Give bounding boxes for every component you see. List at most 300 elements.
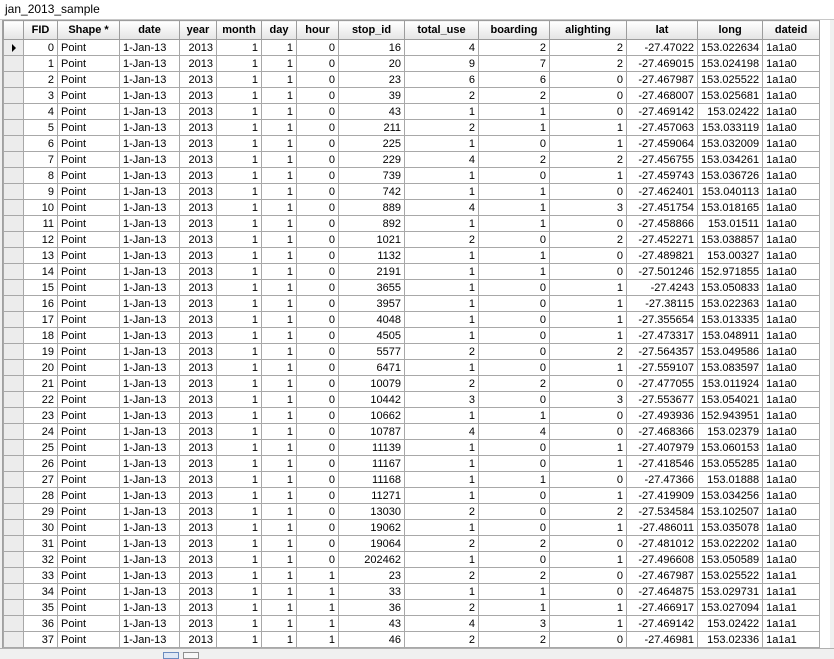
table-cell[interactable]: 2013 <box>180 504 217 520</box>
row-selector-header[interactable] <box>4 21 24 40</box>
table-row[interactable] <box>4 56 820 72</box>
table-cell[interactable]: 1-Jan-13 <box>120 472 180 488</box>
table-cell[interactable]: Point <box>58 472 120 488</box>
table-cell[interactable]: 2 <box>24 72 58 88</box>
table-cell[interactable]: 1a1a0 <box>763 40 820 56</box>
table-cell[interactable]: 1 <box>479 584 550 600</box>
table-cell[interactable]: -27.469015 <box>627 56 698 72</box>
table-cell[interactable]: 2013 <box>180 392 217 408</box>
table-cell[interactable]: 7 <box>24 152 58 168</box>
table-cell[interactable]: 211 <box>339 120 405 136</box>
table-cell[interactable]: Point <box>58 568 120 584</box>
table-cell[interactable]: 2 <box>405 600 479 616</box>
table-cell[interactable]: 11139 <box>339 440 405 456</box>
table-cell[interactable]: 0 <box>297 40 339 56</box>
table-cell[interactable]: 0 <box>479 232 550 248</box>
table-cell[interactable]: 1-Jan-13 <box>120 440 180 456</box>
table-cell[interactable]: Point <box>58 392 120 408</box>
table-cell[interactable]: Point <box>58 456 120 472</box>
table-cell[interactable]: 1a1a0 <box>763 456 820 472</box>
table-cell[interactable]: 1 <box>262 264 297 280</box>
table-cell[interactable]: 4 <box>24 104 58 120</box>
table-cell[interactable]: 0 <box>550 472 627 488</box>
table-cell[interactable]: 1 <box>550 488 627 504</box>
table-row[interactable] <box>4 568 820 584</box>
table-cell[interactable]: 2013 <box>180 184 217 200</box>
table-cell[interactable]: 1 <box>550 120 627 136</box>
table-cell[interactable]: 2013 <box>180 632 217 648</box>
row-selector[interactable] <box>4 328 24 344</box>
table-cell[interactable]: Point <box>58 424 120 440</box>
table-cell[interactable]: 1 <box>262 344 297 360</box>
table-cell[interactable]: 0 <box>297 536 339 552</box>
table-cell[interactable]: 31 <box>24 536 58 552</box>
table-cell[interactable]: 2 <box>550 504 627 520</box>
table-cell[interactable]: 22 <box>24 392 58 408</box>
table-cell[interactable]: -27.473317 <box>627 328 698 344</box>
table-cell[interactable]: 1 <box>262 120 297 136</box>
table-cell[interactable]: 1-Jan-13 <box>120 248 180 264</box>
table-cell[interactable]: 1a1a0 <box>763 136 820 152</box>
table-cell[interactable]: Point <box>58 552 120 568</box>
table-cell[interactable]: 1 <box>217 488 262 504</box>
table-cell[interactable]: 2013 <box>180 248 217 264</box>
table-cell[interactable]: Point <box>58 40 120 56</box>
row-selector[interactable] <box>4 344 24 360</box>
table-row[interactable] <box>4 104 820 120</box>
table-cell[interactable]: 1-Jan-13 <box>120 168 180 184</box>
table-cell[interactable]: 0 <box>550 584 627 600</box>
table-cell[interactable]: 0 <box>550 104 627 120</box>
table-cell[interactable]: 1 <box>550 456 627 472</box>
table-row[interactable] <box>4 360 820 376</box>
table-cell[interactable]: Point <box>58 600 120 616</box>
table-cell[interactable]: 1 <box>405 584 479 600</box>
table-cell[interactable]: 739 <box>339 168 405 184</box>
table-cell[interactable]: 1 <box>479 104 550 120</box>
table-cell[interactable]: 1a1a0 <box>763 168 820 184</box>
table-cell[interactable]: 14 <box>24 264 58 280</box>
table-cell[interactable]: -27.469142 <box>627 616 698 632</box>
row-selector[interactable] <box>4 312 24 328</box>
table-cell[interactable]: 1 <box>262 136 297 152</box>
table-cell[interactable]: 2013 <box>180 344 217 360</box>
table-cell[interactable]: 1a1a0 <box>763 216 820 232</box>
table-cell[interactable]: 1a1a0 <box>763 56 820 72</box>
table-cell[interactable]: 1-Jan-13 <box>120 104 180 120</box>
row-selector[interactable] <box>4 456 24 472</box>
table-cell[interactable]: 1a1a0 <box>763 120 820 136</box>
table-cell[interactable]: Point <box>58 440 120 456</box>
table-row[interactable] <box>4 72 820 88</box>
table-cell[interactable]: -27.418546 <box>627 456 698 472</box>
table-cell[interactable]: 2013 <box>180 584 217 600</box>
table-row[interactable] <box>4 136 820 152</box>
column-header[interactable]: lat <box>627 21 698 40</box>
table-row[interactable] <box>4 456 820 472</box>
table-cell[interactable]: 153.025522 <box>698 568 763 584</box>
table-cell[interactable]: Point <box>58 536 120 552</box>
table-cell[interactable]: 0 <box>297 232 339 248</box>
table-cell[interactable]: 0 <box>297 280 339 296</box>
table-cell[interactable]: 2013 <box>180 616 217 632</box>
table-cell[interactable]: 1 <box>262 520 297 536</box>
table-cell[interactable]: 1 <box>262 232 297 248</box>
table-cell[interactable]: 202462 <box>339 552 405 568</box>
table-cell[interactable]: 0 <box>297 184 339 200</box>
table-cell[interactable]: 153.055285 <box>698 456 763 472</box>
table-cell[interactable]: 26 <box>24 456 58 472</box>
table-cell[interactable]: 1 <box>262 200 297 216</box>
table-cell[interactable]: 1a1a0 <box>763 376 820 392</box>
table-cell[interactable]: Point <box>58 632 120 648</box>
table-cell[interactable]: 1 <box>217 424 262 440</box>
table-cell[interactable]: 1 <box>217 440 262 456</box>
table-cell[interactable]: 1 <box>262 72 297 88</box>
table-cell[interactable]: 1-Jan-13 <box>120 392 180 408</box>
table-cell[interactable]: 1 <box>405 248 479 264</box>
table-row[interactable] <box>4 408 820 424</box>
table-cell[interactable]: 1 <box>262 456 297 472</box>
table-cell[interactable]: 2 <box>405 344 479 360</box>
table-cell[interactable]: 1 <box>262 488 297 504</box>
table-cell[interactable]: 1-Jan-13 <box>120 360 180 376</box>
table-cell[interactable]: 153.054021 <box>698 392 763 408</box>
table-cell[interactable]: 153.034261 <box>698 152 763 168</box>
table-cell[interactable]: 15 <box>24 280 58 296</box>
table-cell[interactable]: 1 <box>405 216 479 232</box>
table-cell[interactable]: 8 <box>24 168 58 184</box>
table-cell[interactable]: 1 <box>217 472 262 488</box>
table-cell[interactable]: Point <box>58 584 120 600</box>
table-cell[interactable]: 21 <box>24 376 58 392</box>
table-cell[interactable]: 1 <box>479 200 550 216</box>
table-cell[interactable]: 0 <box>550 376 627 392</box>
table-cell[interactable]: 1a1a0 <box>763 344 820 360</box>
table-cell[interactable]: -27.451754 <box>627 200 698 216</box>
table-cell[interactable]: 2013 <box>180 136 217 152</box>
table-cell[interactable]: 2013 <box>180 88 217 104</box>
table-cell[interactable]: 1 <box>217 184 262 200</box>
table-cell[interactable]: 1 <box>262 168 297 184</box>
table-cell[interactable]: 19 <box>24 344 58 360</box>
table-cell[interactable]: Point <box>58 520 120 536</box>
table-cell[interactable]: 1 <box>217 168 262 184</box>
table-cell[interactable]: 2013 <box>180 120 217 136</box>
table-cell[interactable]: 1 <box>217 104 262 120</box>
table-cell[interactable]: 3 <box>550 392 627 408</box>
table-cell[interactable]: 1 <box>405 520 479 536</box>
table-cell[interactable]: -27.456755 <box>627 152 698 168</box>
row-selector[interactable] <box>4 376 24 392</box>
table-cell[interactable]: 1-Jan-13 <box>120 152 180 168</box>
table-cell[interactable]: 1 <box>217 568 262 584</box>
table-cell[interactable]: 1 <box>217 216 262 232</box>
table-cell[interactable]: 153.00327 <box>698 248 763 264</box>
table-cell[interactable]: 1 <box>405 488 479 504</box>
table-cell[interactable]: 1 <box>405 104 479 120</box>
table-cell[interactable]: 0 <box>297 552 339 568</box>
table-cell[interactable]: 0 <box>24 40 58 56</box>
table-cell[interactable]: 153.01511 <box>698 216 763 232</box>
table-cell[interactable]: 11168 <box>339 472 405 488</box>
table-cell[interactable]: 1 <box>297 616 339 632</box>
row-selector[interactable] <box>4 424 24 440</box>
table-cell[interactable]: 2013 <box>180 360 217 376</box>
table-cell[interactable]: 1 <box>550 168 627 184</box>
table-cell[interactable]: 153.025522 <box>698 72 763 88</box>
row-selector[interactable] <box>4 104 24 120</box>
table-cell[interactable]: 889 <box>339 200 405 216</box>
table-cell[interactable]: 153.011924 <box>698 376 763 392</box>
table-cell[interactable]: 1 <box>550 440 627 456</box>
column-header[interactable]: FID <box>24 21 58 40</box>
table-cell[interactable]: 1 <box>405 296 479 312</box>
row-selector[interactable] <box>4 552 24 568</box>
table-cell[interactable]: 1 <box>262 376 297 392</box>
table-cell[interactable]: 1 <box>297 584 339 600</box>
row-selector[interactable] <box>4 536 24 552</box>
table-cell[interactable]: 1 <box>217 296 262 312</box>
table-cell[interactable]: 0 <box>297 200 339 216</box>
table-cell[interactable]: 10442 <box>339 392 405 408</box>
column-header[interactable]: long <box>698 21 763 40</box>
table-cell[interactable]: 39 <box>339 88 405 104</box>
table-cell[interactable]: 33 <box>24 568 58 584</box>
table-cell[interactable]: 0 <box>297 56 339 72</box>
table-cell[interactable]: 1-Jan-13 <box>120 184 180 200</box>
column-header[interactable]: dateid <box>763 21 820 40</box>
table-cell[interactable]: 37 <box>24 632 58 648</box>
table-cell[interactable]: -27.559107 <box>627 360 698 376</box>
table-cell[interactable]: 1-Jan-13 <box>120 632 180 648</box>
table-cell[interactable]: 1a1a0 <box>763 248 820 264</box>
table-cell[interactable]: 2013 <box>180 312 217 328</box>
table-cell[interactable]: 0 <box>550 264 627 280</box>
row-selector[interactable] <box>4 88 24 104</box>
table-cell[interactable]: Point <box>58 232 120 248</box>
table-cell[interactable]: 2013 <box>180 472 217 488</box>
table-cell[interactable]: 1 <box>262 616 297 632</box>
table-cell[interactable]: 3 <box>405 392 479 408</box>
table-cell[interactable]: 1-Jan-13 <box>120 584 180 600</box>
table-cell[interactable]: -27.564357 <box>627 344 698 360</box>
column-header[interactable]: month <box>217 21 262 40</box>
table-cell[interactable]: 1-Jan-13 <box>120 520 180 536</box>
table-cell[interactable]: 1 <box>217 632 262 648</box>
column-header[interactable]: year <box>180 21 217 40</box>
row-selector[interactable] <box>4 632 24 648</box>
table-cell[interactable]: 2 <box>479 568 550 584</box>
table-cell[interactable]: 2013 <box>180 104 217 120</box>
table-cell[interactable]: 153.049586 <box>698 344 763 360</box>
table-cell[interactable]: 6 <box>24 136 58 152</box>
table-cell[interactable]: 0 <box>297 504 339 520</box>
table-cell[interactable]: 0 <box>550 536 627 552</box>
table-cell[interactable]: 1a1a0 <box>763 104 820 120</box>
table-cell[interactable]: Point <box>58 152 120 168</box>
table-cell[interactable]: 1 <box>262 296 297 312</box>
table-cell[interactable]: Point <box>58 296 120 312</box>
table-cell[interactable]: -27.489821 <box>627 248 698 264</box>
row-selector[interactable] <box>4 520 24 536</box>
table-cell[interactable]: 1 <box>217 584 262 600</box>
table-cell[interactable]: 1 <box>262 440 297 456</box>
table-cell[interactable]: 1 <box>550 296 627 312</box>
table-cell[interactable]: 0 <box>550 216 627 232</box>
row-selector[interactable] <box>4 280 24 296</box>
table-cell[interactable]: 28 <box>24 488 58 504</box>
table-cell[interactable]: 1-Jan-13 <box>120 232 180 248</box>
table-row[interactable] <box>4 552 820 568</box>
table-cell[interactable]: 1 <box>550 280 627 296</box>
table-cell[interactable]: 153.033119 <box>698 120 763 136</box>
table-cell[interactable]: 5577 <box>339 344 405 360</box>
row-selector[interactable] <box>4 568 24 584</box>
table-cell[interactable]: -27.47366 <box>627 472 698 488</box>
table-cell[interactable]: 1 <box>217 312 262 328</box>
table-cell[interactable]: 1 <box>262 152 297 168</box>
row-selector[interactable] <box>4 56 24 72</box>
table-cell[interactable]: 1 <box>217 264 262 280</box>
table-cell[interactable]: 2 <box>550 40 627 56</box>
table-cell[interactable]: 2191 <box>339 264 405 280</box>
row-selector[interactable] <box>4 232 24 248</box>
table-cell[interactable]: 1a1a0 <box>763 312 820 328</box>
table-row[interactable] <box>4 296 820 312</box>
table-cell[interactable]: 1 <box>262 552 297 568</box>
table-cell[interactable]: 1 <box>262 40 297 56</box>
table-cell[interactable]: 153.022202 <box>698 536 763 552</box>
table-cell[interactable]: 1 <box>550 312 627 328</box>
table-cell[interactable]: 153.025681 <box>698 88 763 104</box>
table-cell[interactable]: 2 <box>550 56 627 72</box>
table-cell[interactable]: -27.534584 <box>627 504 698 520</box>
column-header[interactable]: Shape * <box>58 21 120 40</box>
column-header[interactable]: hour <box>297 21 339 40</box>
row-selector[interactable] <box>4 584 24 600</box>
table-cell[interactable]: 33 <box>339 584 405 600</box>
table-row[interactable] <box>4 520 820 536</box>
table-cell[interactable]: 0 <box>479 504 550 520</box>
table-cell[interactable]: 27 <box>24 472 58 488</box>
table-cell[interactable]: 1a1a1 <box>763 616 820 632</box>
row-selector[interactable] <box>4 120 24 136</box>
table-cell[interactable]: 153.034256 <box>698 488 763 504</box>
table-cell[interactable]: -27.458866 <box>627 216 698 232</box>
table-cell[interactable]: -27.459064 <box>627 136 698 152</box>
table-cell[interactable]: -27.493936 <box>627 408 698 424</box>
table-cell[interactable]: 4505 <box>339 328 405 344</box>
table-cell[interactable]: 2013 <box>180 200 217 216</box>
table-cell[interactable]: 0 <box>297 216 339 232</box>
table-cell[interactable]: 1a1a1 <box>763 632 820 648</box>
table-row[interactable] <box>4 616 820 632</box>
table-cell[interactable]: Point <box>58 328 120 344</box>
table-cell[interactable]: Point <box>58 360 120 376</box>
table-cell[interactable]: 13030 <box>339 504 405 520</box>
table-cell[interactable]: 1 <box>217 328 262 344</box>
table-cell[interactable]: 0 <box>297 248 339 264</box>
table-cell[interactable]: 1 <box>217 520 262 536</box>
table-cell[interactable]: 0 <box>297 152 339 168</box>
table-cell[interactable]: 1 <box>479 248 550 264</box>
table-cell[interactable]: 0 <box>297 424 339 440</box>
table-cell[interactable]: 1 <box>262 472 297 488</box>
table-cell[interactable]: 0 <box>479 552 550 568</box>
row-selector[interactable] <box>4 504 24 520</box>
table-cell[interactable]: 0 <box>297 136 339 152</box>
table-cell[interactable]: 1-Jan-13 <box>120 88 180 104</box>
table-cell[interactable]: 1 <box>479 472 550 488</box>
table-cell[interactable]: 1 <box>217 56 262 72</box>
table-cell[interactable]: 1 <box>405 328 479 344</box>
table-cell[interactable]: 46 <box>339 632 405 648</box>
table-cell[interactable]: 2013 <box>180 40 217 56</box>
table-cell[interactable]: 9 <box>24 184 58 200</box>
row-selector[interactable] <box>4 136 24 152</box>
table-cell[interactable]: 1a1a0 <box>763 72 820 88</box>
table-cell[interactable]: Point <box>58 120 120 136</box>
table-cell[interactable]: -27.46981 <box>627 632 698 648</box>
table-cell[interactable]: Point <box>58 136 120 152</box>
row-selector[interactable] <box>4 200 24 216</box>
table-cell[interactable]: 1 <box>550 328 627 344</box>
table-cell[interactable]: 153.018165 <box>698 200 763 216</box>
table-cell[interactable]: 0 <box>550 248 627 264</box>
table-cell[interactable]: 1 <box>405 552 479 568</box>
table-cell[interactable]: 11 <box>24 216 58 232</box>
table-cell[interactable]: 43 <box>339 104 405 120</box>
table-cell[interactable]: 1a1a0 <box>763 440 820 456</box>
table-cell[interactable]: 1 <box>262 216 297 232</box>
table-row[interactable] <box>4 216 820 232</box>
table-cell[interactable]: 1 <box>550 616 627 632</box>
table-cell[interactable]: 1 <box>405 408 479 424</box>
table-cell[interactable]: 1021 <box>339 232 405 248</box>
table-cell[interactable]: 2 <box>550 232 627 248</box>
table-cell[interactable]: 1 <box>217 120 262 136</box>
table-cell[interactable]: 1 <box>262 600 297 616</box>
table-cell[interactable]: 1 <box>217 248 262 264</box>
table-cell[interactable]: 153.060153 <box>698 440 763 456</box>
table-cell[interactable]: -27.477055 <box>627 376 698 392</box>
table-cell[interactable]: 4 <box>405 200 479 216</box>
column-header[interactable]: boarding <box>479 21 550 40</box>
table-cell[interactable]: 1a1a0 <box>763 472 820 488</box>
table-cell[interactable]: -27.4243 <box>627 280 698 296</box>
table-cell[interactable]: 19064 <box>339 536 405 552</box>
row-selector[interactable] <box>4 360 24 376</box>
table-cell[interactable]: 1 <box>217 392 262 408</box>
table-cell[interactable]: 1 <box>297 600 339 616</box>
table-cell[interactable]: 1a1a0 <box>763 520 820 536</box>
table-cell[interactable]: 1-Jan-13 <box>120 120 180 136</box>
row-selector[interactable] <box>4 184 24 200</box>
table-cell[interactable]: 153.027094 <box>698 600 763 616</box>
table-cell[interactable]: 2013 <box>180 56 217 72</box>
table-cell[interactable]: 1 <box>262 56 297 72</box>
table-cell[interactable]: 2013 <box>180 552 217 568</box>
table-cell[interactable]: 1-Jan-13 <box>120 408 180 424</box>
table-cell[interactable]: 1 <box>262 88 297 104</box>
table-cell[interactable]: 1-Jan-13 <box>120 344 180 360</box>
table-cell[interactable]: 153.048911 <box>698 328 763 344</box>
table-cell[interactable]: 2013 <box>180 456 217 472</box>
table-cell[interactable]: 0 <box>550 184 627 200</box>
table-cell[interactable]: 35 <box>24 600 58 616</box>
table-cell[interactable]: 0 <box>297 408 339 424</box>
